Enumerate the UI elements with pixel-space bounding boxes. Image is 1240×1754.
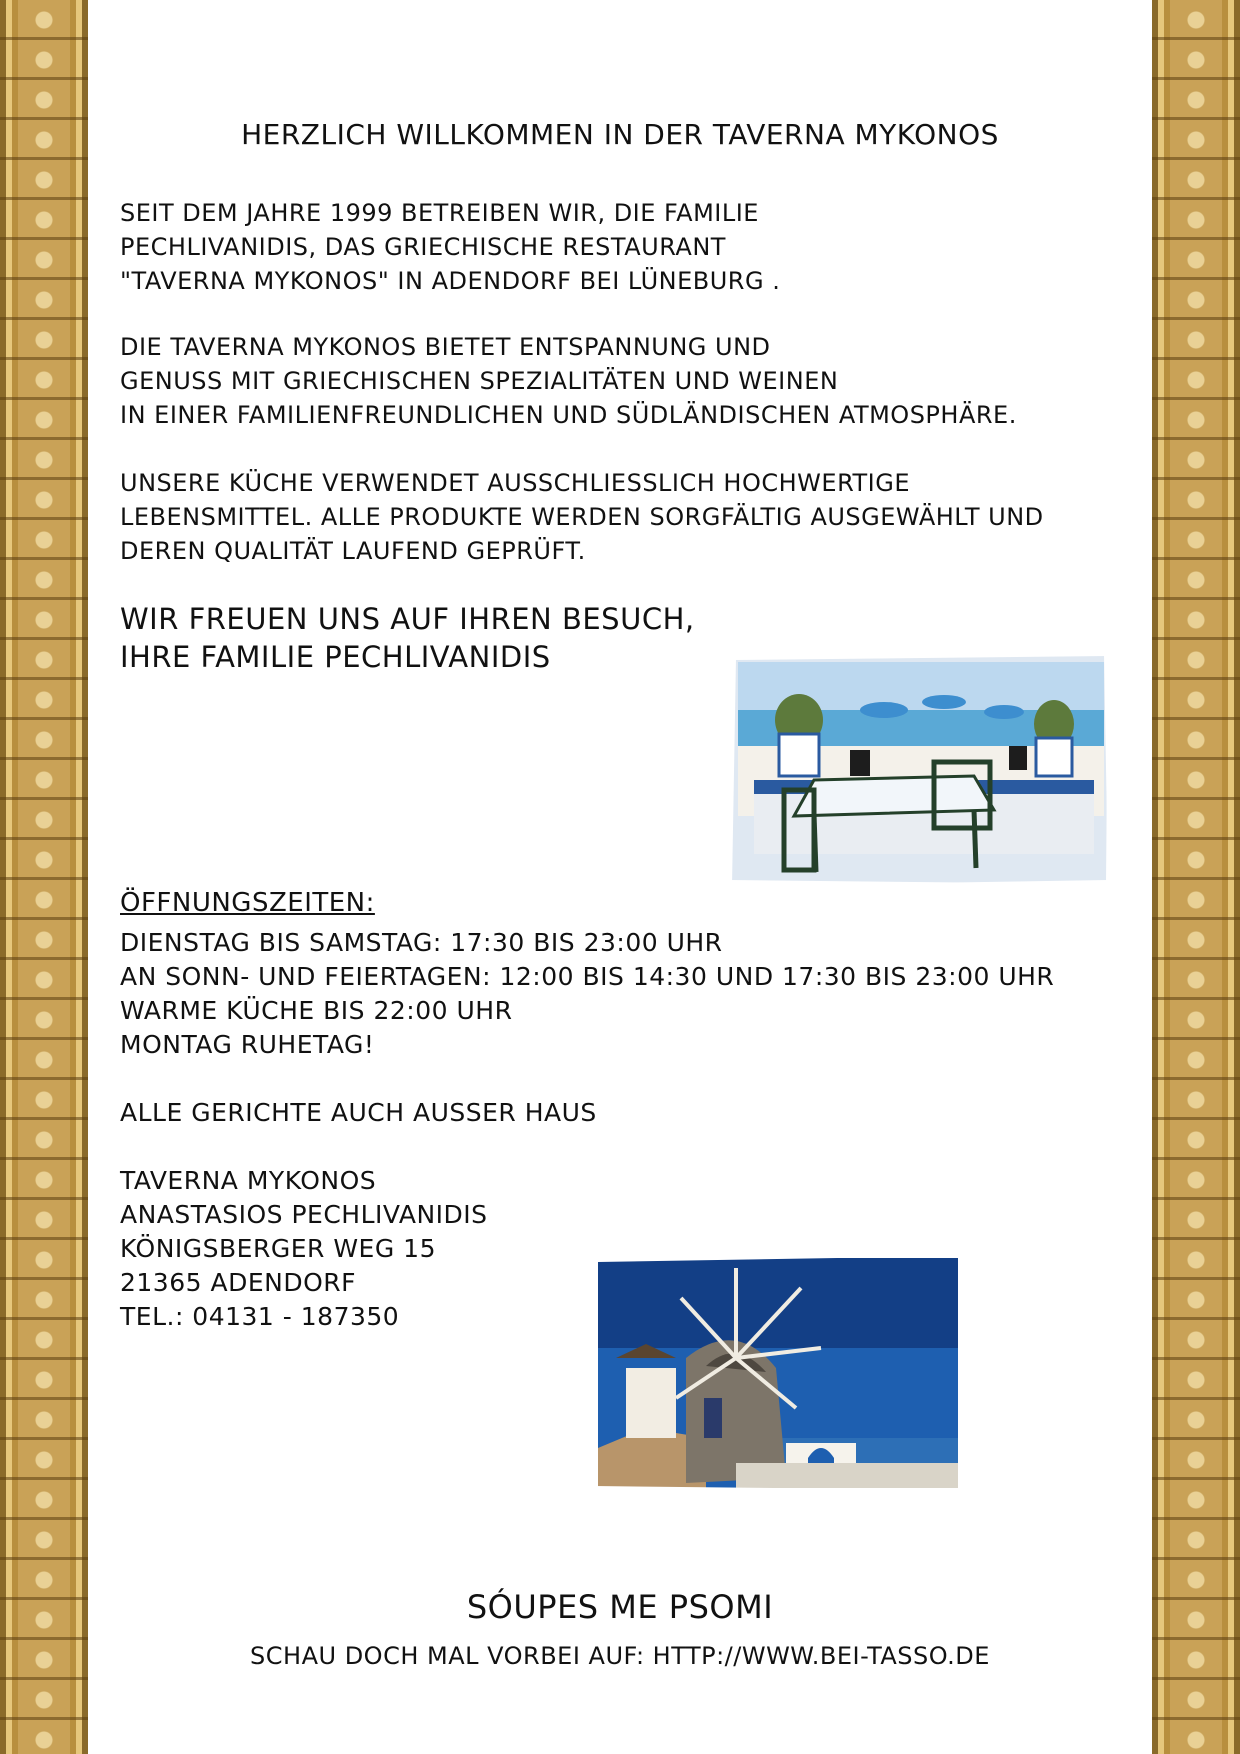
intro-paragraph bbox=[120, 196, 1100, 298]
text-line: PECHLIVANIDIS, DAS GRIECHISCHE RESTAURANT bbox=[120, 233, 726, 261]
beach-taverna-photo bbox=[724, 650, 1112, 890]
hours-heading: ÖFFNUNGSZEITEN: bbox=[120, 888, 375, 918]
text-line: UNSERE KÜCHE VERWENDET AUSSCHLIESSLICH HOCHWERTIGE bbox=[120, 469, 910, 497]
text-line: LEBENSMITTEL. ALLE PRODUKTE WERDEN SORGFÄLTIG AUSGEWÄHLT UND bbox=[120, 503, 1044, 531]
greek-key-border-right bbox=[1152, 0, 1240, 1754]
hours-line: AN SONN- UND FEIERTAGEN: 12:00 BIS 14:30 UND 17:30 BIS 23:00 UHR bbox=[120, 962, 1055, 991]
offer-paragraph bbox=[120, 330, 1100, 432]
hours-line: MONTAG RUHETAG! bbox=[120, 1030, 375, 1059]
hours-line: DIENSTAG BIS SAMSTAG: 17:30 BIS 23:00 UHR bbox=[120, 928, 723, 957]
text-line: "TAVERNA MYKONOS" IN ADENDORF BEI LÜNEBURG . bbox=[120, 267, 781, 295]
greeting-line: IHRE FAMILIE PECHLIVANIDIS bbox=[120, 640, 551, 674]
address-line: TEL.: 04131 - 187350 bbox=[120, 1302, 400, 1331]
text-line: IN EINER FAMILIENFREUNDLICHEN UND SÜDLÄNDISCHEN ATMOSPHÄRE. bbox=[120, 401, 1017, 429]
greeting bbox=[120, 600, 695, 676]
greek-key-border-left bbox=[0, 0, 88, 1754]
text-line: DIE TAVERNA MYKONOS BIETET ENTSPANNUNG UND bbox=[120, 333, 771, 361]
address-block bbox=[120, 1164, 488, 1334]
address-line: TAVERNA MYKONOS bbox=[120, 1166, 377, 1195]
slogan: SÓUPES ME PSOMI bbox=[466, 1588, 774, 1626]
page-title: HERZLICH WILLKOMMEN IN DER TAVERNA MYKONOS bbox=[241, 118, 999, 151]
website-footer: SCHAU DOCH MAL VORBEI AUF: HTTP://WWW.BEI-TASSO.DE bbox=[250, 1642, 990, 1670]
opening-hours bbox=[120, 926, 1054, 1062]
kitchen-paragraph bbox=[120, 466, 1100, 568]
windmill-photo bbox=[586, 1248, 970, 1498]
text-line: DEREN QUALITÄT LAUFEND GEPRÜFT. bbox=[120, 537, 586, 565]
greeting-line: WIR FREUEN UNS AUF IHREN BESUCH, bbox=[120, 602, 695, 636]
takeaway-note: ALLE GERICHTE AUCH AUSSER HAUS bbox=[120, 1098, 597, 1127]
address-line: ANASTASIOS PECHLIVANIDIS bbox=[120, 1200, 488, 1229]
hours-line: WARME KÜCHE BIS 22:00 UHR bbox=[120, 996, 513, 1025]
text-line: SEIT DEM JAHRE 1999 BETREIBEN WIR, DIE FAMILIE bbox=[120, 199, 759, 227]
text-line: GENUSS MIT GRIECHISCHEN SPEZIALITÄTEN UND WEINEN bbox=[120, 367, 839, 395]
address-line: 21365 ADENDORF bbox=[120, 1268, 357, 1297]
address-line: KÖNIGSBERGER WEG 15 bbox=[120, 1234, 436, 1263]
